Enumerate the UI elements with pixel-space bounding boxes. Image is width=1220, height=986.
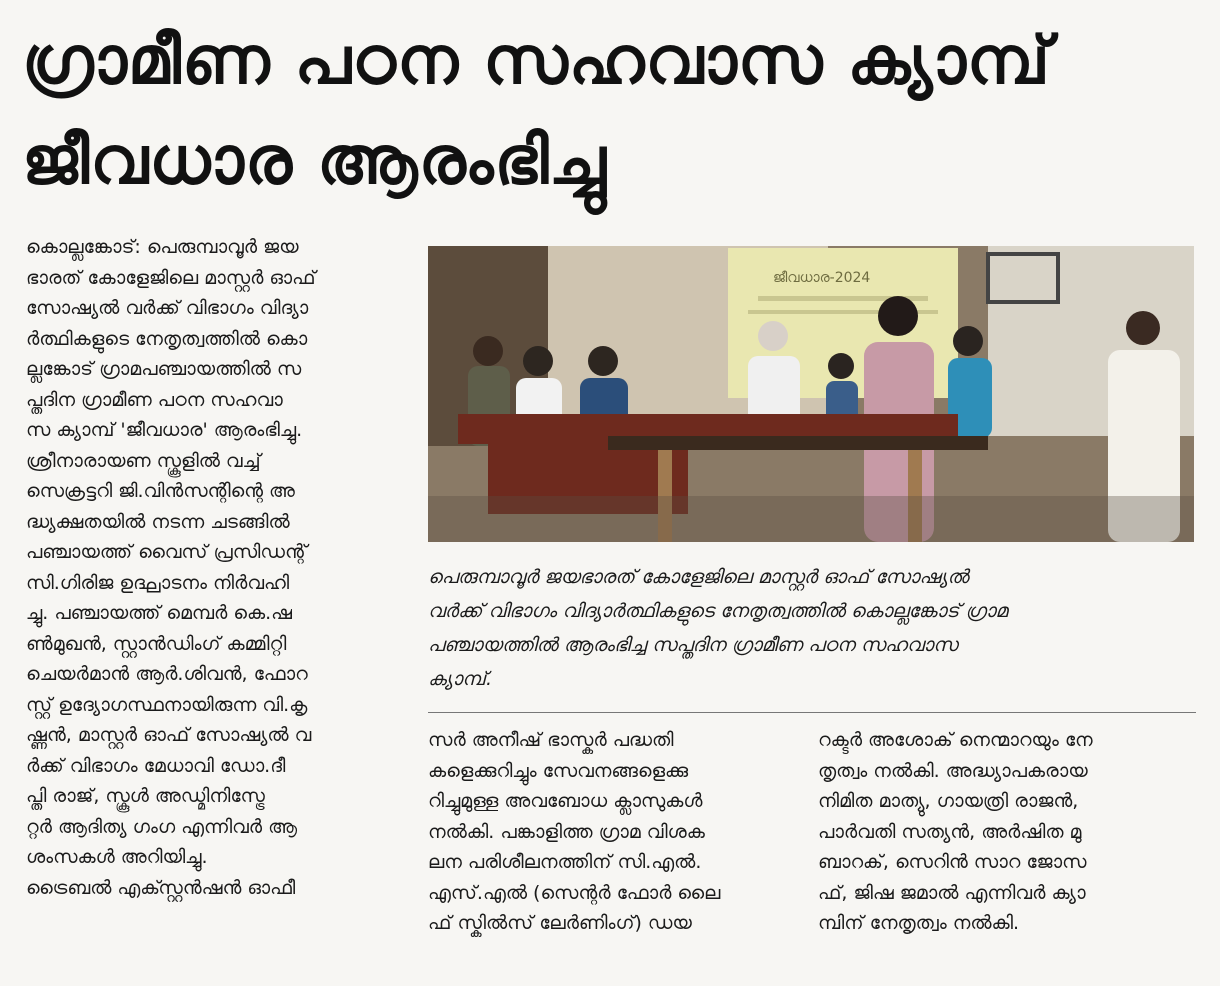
text-line: ഭാരത് കോളേജിലെ മാസ്റ്റർ ഓഫ് — [26, 266, 316, 289]
article-column-1 — [26, 232, 406, 903]
banner-text: ജീവധാര-2024 — [773, 270, 871, 286]
text-line: റ്റർ ആദിത്യ ഗംഗ എന്നിവർ ആ — [26, 815, 298, 838]
headline-line-1: ഗ്രാമീണ പഠന സഹവാസ ക്യാമ്പ് — [22, 22, 1051, 99]
text-line: ഷ്ണൻ, മാസ്റ്റർ ഓഫ് സോഷ്യൽ വ — [26, 724, 312, 746]
text-line: ദ്ധ്യക്ഷതയിൽ നടന്ന ചടങ്ങിൽ — [26, 510, 290, 533]
caption-divider — [428, 712, 1196, 713]
text-line: ൺമുഖൻ, സ്റ്റാൻഡിംഗ് കമ്മിറ്റി — [26, 632, 287, 655]
text-line: ച്ചു. പഞ്ചായത്ത് മെമ്പർ കെ.ഷ — [26, 602, 292, 624]
text-line: ർക്ക് വിഭാഗം മേധാവി ഡോ.ദീ — [26, 754, 286, 777]
article-column-3 — [818, 725, 1198, 939]
text-line: സ്റ്റ് ഉദ്യോഗസ്ഥനായിരുന്ന വി.കൃ — [26, 693, 308, 716]
news-photo — [428, 246, 1194, 542]
text-line: റക്ടർ അശോക് നെന്മാറയും നേ — [818, 729, 1093, 751]
text-line: ലന പരിശീലനത്തിന് സി.എൽ. — [428, 851, 702, 873]
text-line: കൊല്ലങ്കോട്: പെരുമ്പാവൂർ ജയ — [26, 236, 299, 258]
article-column-2 — [428, 725, 790, 939]
text-line: ല്ലങ്കോട് ഗ്രാമപഞ്ചായത്തിൽ സ — [26, 358, 302, 380]
text-line: പാർവതി സത്യൻ, അർഷിത മു — [818, 820, 1082, 843]
text-line: ട്രൈബൽ എക്സ്റ്റൻഷൻ ഓഫീ — [26, 876, 296, 899]
text-line: പ്തി രാജ്, സ്കൂൾ അഡ്മിനിസ്ട്രേ — [26, 785, 265, 807]
text-line: എസ്.എൽ (സെന്റർ ഫോർ ലൈ — [428, 881, 721, 904]
text-line: സി.ഗിരിജ ഉദ്ഘാടനം നിർവഹി — [26, 571, 290, 594]
text-line: നിമിത മാത്യു, ഗായത്രി രാജൻ, — [818, 790, 1079, 812]
text-line: സോഷ്യൽ വർക്ക് വിഭാഗം വിദ്യാ — [26, 297, 309, 319]
text-line: ശംസകൾ അറിയിച്ചു. — [26, 846, 208, 868]
text-line: പഞ്ചായത്ത് വൈസ് പ്രസിഡന്റ് — [26, 541, 308, 563]
text-line: മ്പിന് നേതൃത്വം നൽകി. — [818, 912, 1020, 934]
text-line: ചെയർമാൻ ആർ.ശിവൻ, ഫോറ — [26, 663, 308, 685]
text-line: റിച്ചുമുള്ള അവബോധ ക്ലാസുകൾ — [428, 790, 703, 812]
text-line: ബാറക്, സെറിൻ സാറ ജോസ — [818, 851, 1087, 873]
text-line: ക്യാമ്പ്. — [428, 668, 493, 690]
headline-line-2: ജീവധാര ആരംഭിച്ചു — [22, 122, 607, 199]
text-line: സ ക്യാമ്പ് 'ജീവധാര' ആരംഭിച്ചു. — [26, 419, 303, 441]
text-line: നൽകി. പങ്കാളിത്ത ഗ്രാമ വിശക — [428, 820, 705, 843]
text-line: സെക്രട്ടറി ജി.വിൻസന്റിന്റെ അ — [26, 480, 295, 502]
text-line: സർ അനീഷ് ഭാസ്കർ പദ്ധതി — [428, 729, 674, 751]
text-line: പ്തദിന ഗ്രാമീണ പഠന സഹവാ — [26, 388, 283, 411]
text-line: ശ്രീനാരായണ സ്കൂളിൽ വച്ച് — [26, 449, 261, 472]
text-line: ഫ് സ്കിൽസ് ലേർണിംഗ്) ഡയ — [428, 912, 692, 934]
text-line: ർത്ഥികളുടെ നേതൃത്വത്തിൽ കൊ — [26, 327, 308, 350]
text-line: പെരുമ്പാവൂർ ജയഭാരത് കോളേജിലെ മാസ്റ്റർ ഓഫ് സോഷ്യൽ — [428, 566, 969, 588]
text-line: പഞ്ചായത്തിൽ ആരംഭിച്ച സപ്തദിന ഗ്രാമീണ പഠന സഹവാസ — [428, 634, 958, 656]
text-line: ഫ്, ജിഷ ജമാൽ എന്നിവർ ക്യാ — [818, 881, 1086, 904]
text-line: തൃത്വം നൽകി. അദ്ധ്യാപകരായ — [818, 759, 1088, 782]
text-line: കളെക്കുറിച്ചും സേവനങ്ങളെക്കു — [428, 759, 689, 782]
text-line: വർക്ക് വിഭാഗം വിദ്യാർത്ഥികളുടെ നേതൃത്വത്തിൽ കൊല്ലങ്കോട് ഗ്രാമ — [428, 600, 1008, 622]
photo-caption — [428, 560, 1196, 696]
